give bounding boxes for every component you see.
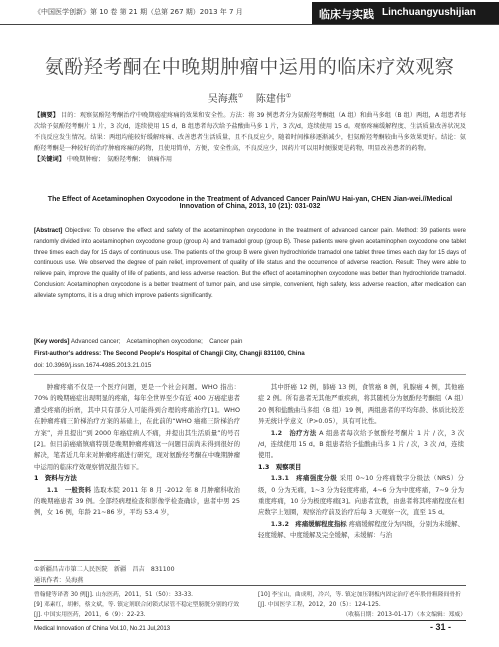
keywords-cn-label: 【关键词】 xyxy=(34,156,65,163)
pain-relief-paragraph xyxy=(258,519,464,542)
treatment-text: A 组患者每次给予氨酚羟考酮片 1 片 / 次，3 次 /d，连续使用 15 d。B 组患者给予盐酸曲马多 1 片 / 次，3 次 /d，连续使用。 xyxy=(258,428,464,460)
author-unit: ①新疆昌吉市第二人民医院 新疆 昌吉 831100 xyxy=(34,566,175,573)
page-number: - 31 - xyxy=(430,622,452,632)
references-right xyxy=(258,590,466,620)
english-title: The Effect of Acetaminophen Oxycodone in the Treatment of Advanced Cancer Pain/WU Hai-yan, CHEN Jian-wei.//Medical Innovation of China, 2013, 10 (21): 031-032 xyxy=(47,196,453,210)
intro-paragraph: 肿瘤疼痛不仅是一个医疗问题，更是一个社会问题。WHO 指出：70% 的晚期癌症出现明显的疼痛，每年全世界至少有近 400 万癌症患者遭受疼痛的折磨，其中只有部分人可能得到合理的疼痛治疗[1]。WHO 在肿瘤疼痛三阶梯治疗方案的基础上，在此前的“WHO 癌痛三阶梯治疗方案”，并且提出“到 2000 年癌症病人不痛，并提出其生活质量”的号召[2]。但目前癌痛镇痛特别是晚期肿瘤疼痛这一问题目前尚未得到很好的解决，笔者近几年来对肿瘤疼痛进行研究，现对氨酚羟考酮在中晚期肿瘤中运用的临床疗效观察情况报告如下。 xyxy=(34,383,240,471)
corresponding-author: 通讯作者：吴海燕 xyxy=(34,577,84,584)
article-title: 氨酚羟考酮在中晚期肿瘤中运用的临床疗效观察 xyxy=(44,56,455,78)
treatment-paragraph xyxy=(258,428,464,462)
abstract-en-label: [Abstract] xyxy=(34,228,63,234)
journal-issue: 《中国医学创新》第 10 卷 第 21 期（总第 267 期）2013 年 7 月 xyxy=(34,8,243,16)
author-affil-mark: ① xyxy=(237,92,244,100)
abstract-en xyxy=(34,226,466,302)
abstract-cn xyxy=(34,110,466,165)
author-line xyxy=(0,90,499,105)
references-divider xyxy=(34,585,466,586)
column-name-cn: 临床与实践 xyxy=(319,8,374,21)
keywords-en-line xyxy=(34,336,466,345)
subsection-heading: 1.1 一般资料 xyxy=(46,485,92,494)
reference-item: 曾翰健等译著 30 例[J]. 山东医药，2011，51（50）：33-33. xyxy=(34,592,194,598)
footnote-divider xyxy=(34,560,120,561)
keywords-cn: 中晚期肿瘤； 氨酚羟考酮； 镇痛作用 xyxy=(66,156,173,163)
abstract-cn-text: 目的：观察氨酚羟考酮治疗中晚期癌症疼痛的效果和安全性。方法：将 39 例患者分为氨酚羟考酮组（A 组）和曲马多组（B 组）两组，A 组患者每次给予氨酚羟考酮片 1 片，3 次/d，连续使用 15 d，B 组患者每次给予盐酸曲马多 1 片，3 次/d，连续使用 15 d。观察疼痛缓解程度、生活质量改善状况及不良反应发生情况。结果：两组均能较好缓解疼痛、改善患者生活质量，且不良反应少，随着时间推移逐渐减少，但氨酚羟考酮较曲马多效果更好。结论：氨酚羟考酮是一种较好的治疗肿瘤疼痛的药物，且使用简单，方便，安全性高，不良反应少，因药片可以用时便服更是药物，明显改善患者的药物。 xyxy=(34,112,467,152)
keywords-en-label: [Key words] xyxy=(34,338,70,345)
reference-item: [10] 李宝山，曲成明，冷兴，等. 镇定加压钢板内固定治疗老年股骨粗隆间骨折[J]. 中国医学工程，2012，20（5）：124-125. xyxy=(258,592,461,608)
abstract-cn-label: 【摘要】 xyxy=(34,112,59,119)
footnote xyxy=(34,564,240,586)
abstract-en-text: Objective: To observe the effect and safety of the acetaminophen oxycodone in the treatment of advanced cancer pain. Method: 39 patients were randomly divided into acetaminophen oxycodone group (group A) and tramadol group (group B). These patients were given acetaminophen oxycodone one tablet three times each day for 15 days of continuous use. The patients of the group B were given hydrochloride tramadol one tablet three times each day for 15 days of continuous use. We observed the degree of pain relief, improvement of quality of life status and the occurrence of adverse reaction. Result: They were able to relieve pain, improve the quality of life of patients, and less adverse reaction. But the effect of acetaminophen oxycodone was better than hydrochloride tramadol. Conclusion: Acetaminophen oxycodone is a better treatment of tumor pain, and use simple, convenient, high safety, less adverse reaction, after medication can alleviate symptoms, it is a drug which improve patients significantly. xyxy=(34,228,466,299)
page-header xyxy=(0,0,499,25)
received-date: （收稿日期：2013-01-17）（本文编辑：郑威） xyxy=(342,612,466,618)
author2-affil-mark: ① xyxy=(285,92,292,100)
patients-paragraph: 其中肝癌 12 例，肺癌 13 例，食管癌 8 例，乳腺癌 4 例，其他癌症 2 例。所有患者无其他严重疾病，将其随机分为氨酚羟考酮组（A 组）20 例和盐酸曲马多组（B 组）19 例，两组患者的平均年龄、体质比较差异无统计学意义（P>0.05），具有可比性。 xyxy=(258,383,464,426)
pain-grading-paragraph xyxy=(258,473,464,519)
body-right-column xyxy=(258,382,464,542)
keywords-en: Advanced cancer; Acetaminophen oxycodone; Cancer pain xyxy=(70,338,243,345)
column-name-en: Linchuangyushijian xyxy=(382,7,476,18)
pain-grading-text: 采用 0~10 分疼痛数字分级法（NRS）分级，0 分为无痛，1~3 分为轻度疼痛，4~6 分为中度疼痛，7~9 分为重度疼痛，10 分为极度疼痛[3]。向患者宣教，由患者将其疼痛程度在相应数字上划圈，观察治疗前及治疗后每 3 天观察一次，直至 15 d。 xyxy=(258,474,464,517)
references-left xyxy=(34,590,240,620)
subsection-heading: 1.2 治疗方法 xyxy=(270,428,317,437)
author-name: 吴海燕 xyxy=(207,94,238,105)
reference-item: [9] 邓素红，胡彬，蔡文斌，等. 镇定剂联合闭锁式尿管不稳定型膀胱分别的疗效[J]. 中国实用医药，2011，6（9）：22-23. xyxy=(34,602,240,618)
subsection-heading: 1.3 观察项目 xyxy=(258,462,302,471)
subsubsection-heading: 1.3.1 疼痛强度分级 xyxy=(270,474,338,483)
footer-divider xyxy=(34,620,466,621)
author-name-2: 陈建伟 xyxy=(255,94,286,105)
doi: doi: 10.3969/j.issn.1674-4985.2013.21.015 xyxy=(34,362,152,369)
footer-journal: Medical Innovation of China Vol.10, No.21 Jul,2013 xyxy=(34,626,171,632)
first-author-address: First-author's address: The Second People's Hospital of Changji City, Changji 831100, China xyxy=(34,350,305,357)
subsubsection-heading: 1.3.2 疼痛缓解程度指标 xyxy=(270,519,347,528)
body-left-column xyxy=(34,382,240,519)
section-heading: 1 资料与方法 xyxy=(34,474,77,483)
general-data-text: 选取本院 2011 年 8 月 -2012 年 8 月肿瘤科收治的晚期癌患者 39 例。全部经病理检查和影像学检查确诊，患者中男 25 例，女 16 例，年龄 21~86 岁，平均 53.4 岁， xyxy=(34,485,240,517)
divider xyxy=(34,374,466,375)
column-banner xyxy=(312,2,499,24)
pain-relief-text: 疼痛缓解程度分为四级，分别为未缓解、轻度缓解、中度缓解及完全缓解，未缓解：与治 xyxy=(258,519,464,540)
general-data-paragraph xyxy=(34,485,240,519)
